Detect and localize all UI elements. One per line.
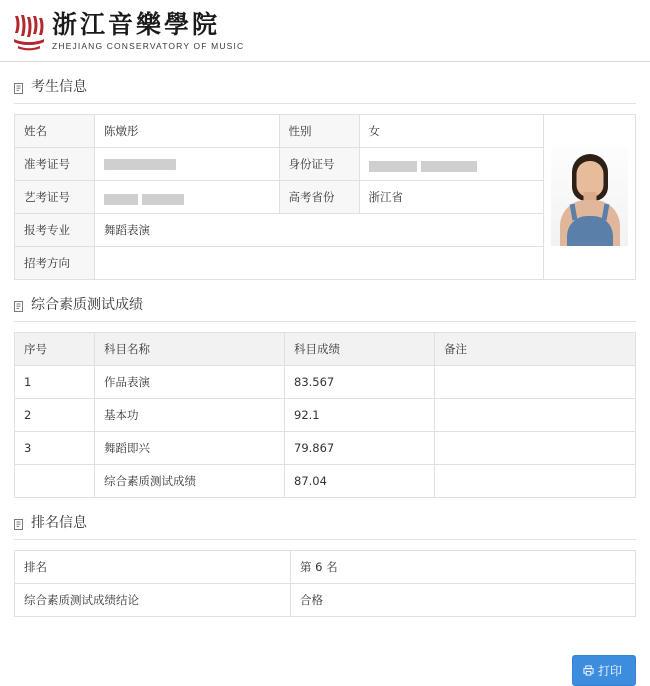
candidate-info-table-wrap [0,114,650,280]
cell-no: 2 [15,399,95,432]
column-header-score: 科目成绩 [285,333,435,366]
cell-subject: 作品表演 [95,366,285,399]
field-value-rank: 第 6 名 [291,551,636,584]
table-row [15,214,636,247]
field-label-gender: 性别 [279,115,359,148]
section-divider-scores [14,321,636,322]
field-label-id-number: 身份证号 [279,148,359,181]
table-row [15,181,636,214]
field-value-major: 舞蹈表演 [95,214,544,247]
candidate-info-table [14,114,636,280]
field-value-province: 浙江省 [359,181,544,214]
table-row [15,366,636,399]
section-header-scores [0,294,650,314]
cell-remark [435,465,636,498]
cell-score: 92.1 [285,399,435,432]
field-label-major: 报考专业 [15,214,95,247]
score-table [14,332,636,498]
table-row [15,584,636,617]
field-label-province: 高考省份 [279,181,359,214]
field-label-conclusion: 综合素质测试成绩结论 [15,584,291,617]
cell-score: 87.04 [285,465,435,498]
institution-name-cn: 浙江音樂學院 [52,9,221,39]
table-row [15,148,636,181]
field-label-direction: 招考方向 [15,247,95,280]
cell-subject: 基本功 [95,399,285,432]
redacted-value [104,159,176,170]
redacted-value [369,159,481,170]
rank-table [14,550,636,617]
column-header-no: 序号 [15,333,95,366]
table-header-row [15,333,636,366]
section-header-candidate-info [0,76,650,96]
field-value-id-number [359,148,544,181]
cell-subject: 舞蹈即兴 [95,432,285,465]
candidate-photo-cell [544,115,636,280]
redacted-value [104,192,188,203]
cell-remark [435,366,636,399]
table-row [15,115,636,148]
field-label-exam-number: 准考证号 [15,148,95,181]
cell-no: 3 [15,432,95,465]
table-row [15,399,636,432]
column-header-remark: 备注 [435,333,636,366]
institution-name-en: ZHEJIANG CONSERVATORY OF MUSIC [52,41,245,52]
field-label-name: 姓名 [15,115,95,148]
print-button[interactable] [572,655,636,686]
seal-logo-icon [12,13,46,51]
section-title-label: 排名信息 [31,515,87,531]
section-divider-ranking [14,539,636,540]
table-row-total [15,465,636,498]
page-header [0,0,650,62]
table-row [15,247,636,280]
cell-subject: 综合素质测试成绩 [95,465,285,498]
cell-remark [435,432,636,465]
print-button-label: 打印 [597,664,622,678]
document-icon [14,517,25,528]
column-header-subject: 科目名称 [95,333,285,366]
printer-icon [583,665,594,676]
section-divider-candidate [14,103,636,104]
avatar [551,146,628,246]
table-row [15,551,636,584]
field-value-gender: 女 [359,115,544,148]
field-value-art-exam-number [95,181,280,214]
field-value-exam-number [95,148,280,181]
cell-score: 79.867 [285,432,435,465]
field-value-conclusion: 合格 [291,584,636,617]
action-bar [0,639,650,686]
field-value-name: 陈燉彤 [95,115,280,148]
field-label-art-exam-number: 艺考证号 [15,181,95,214]
table-row [15,432,636,465]
cell-no: 1 [15,366,95,399]
section-header-ranking [0,512,650,532]
section-title-label: 综合素质测试成绩 [31,297,143,313]
field-value-direction [95,247,544,280]
document-icon [14,81,25,92]
rank-table-wrap [0,550,650,617]
cell-score: 83.567 [285,366,435,399]
section-title-label: 考生信息 [31,79,87,95]
document-icon [14,299,25,310]
cell-no [15,465,95,498]
cell-remark [435,399,636,432]
score-table-wrap [0,332,650,498]
field-label-rank: 排名 [15,551,291,584]
